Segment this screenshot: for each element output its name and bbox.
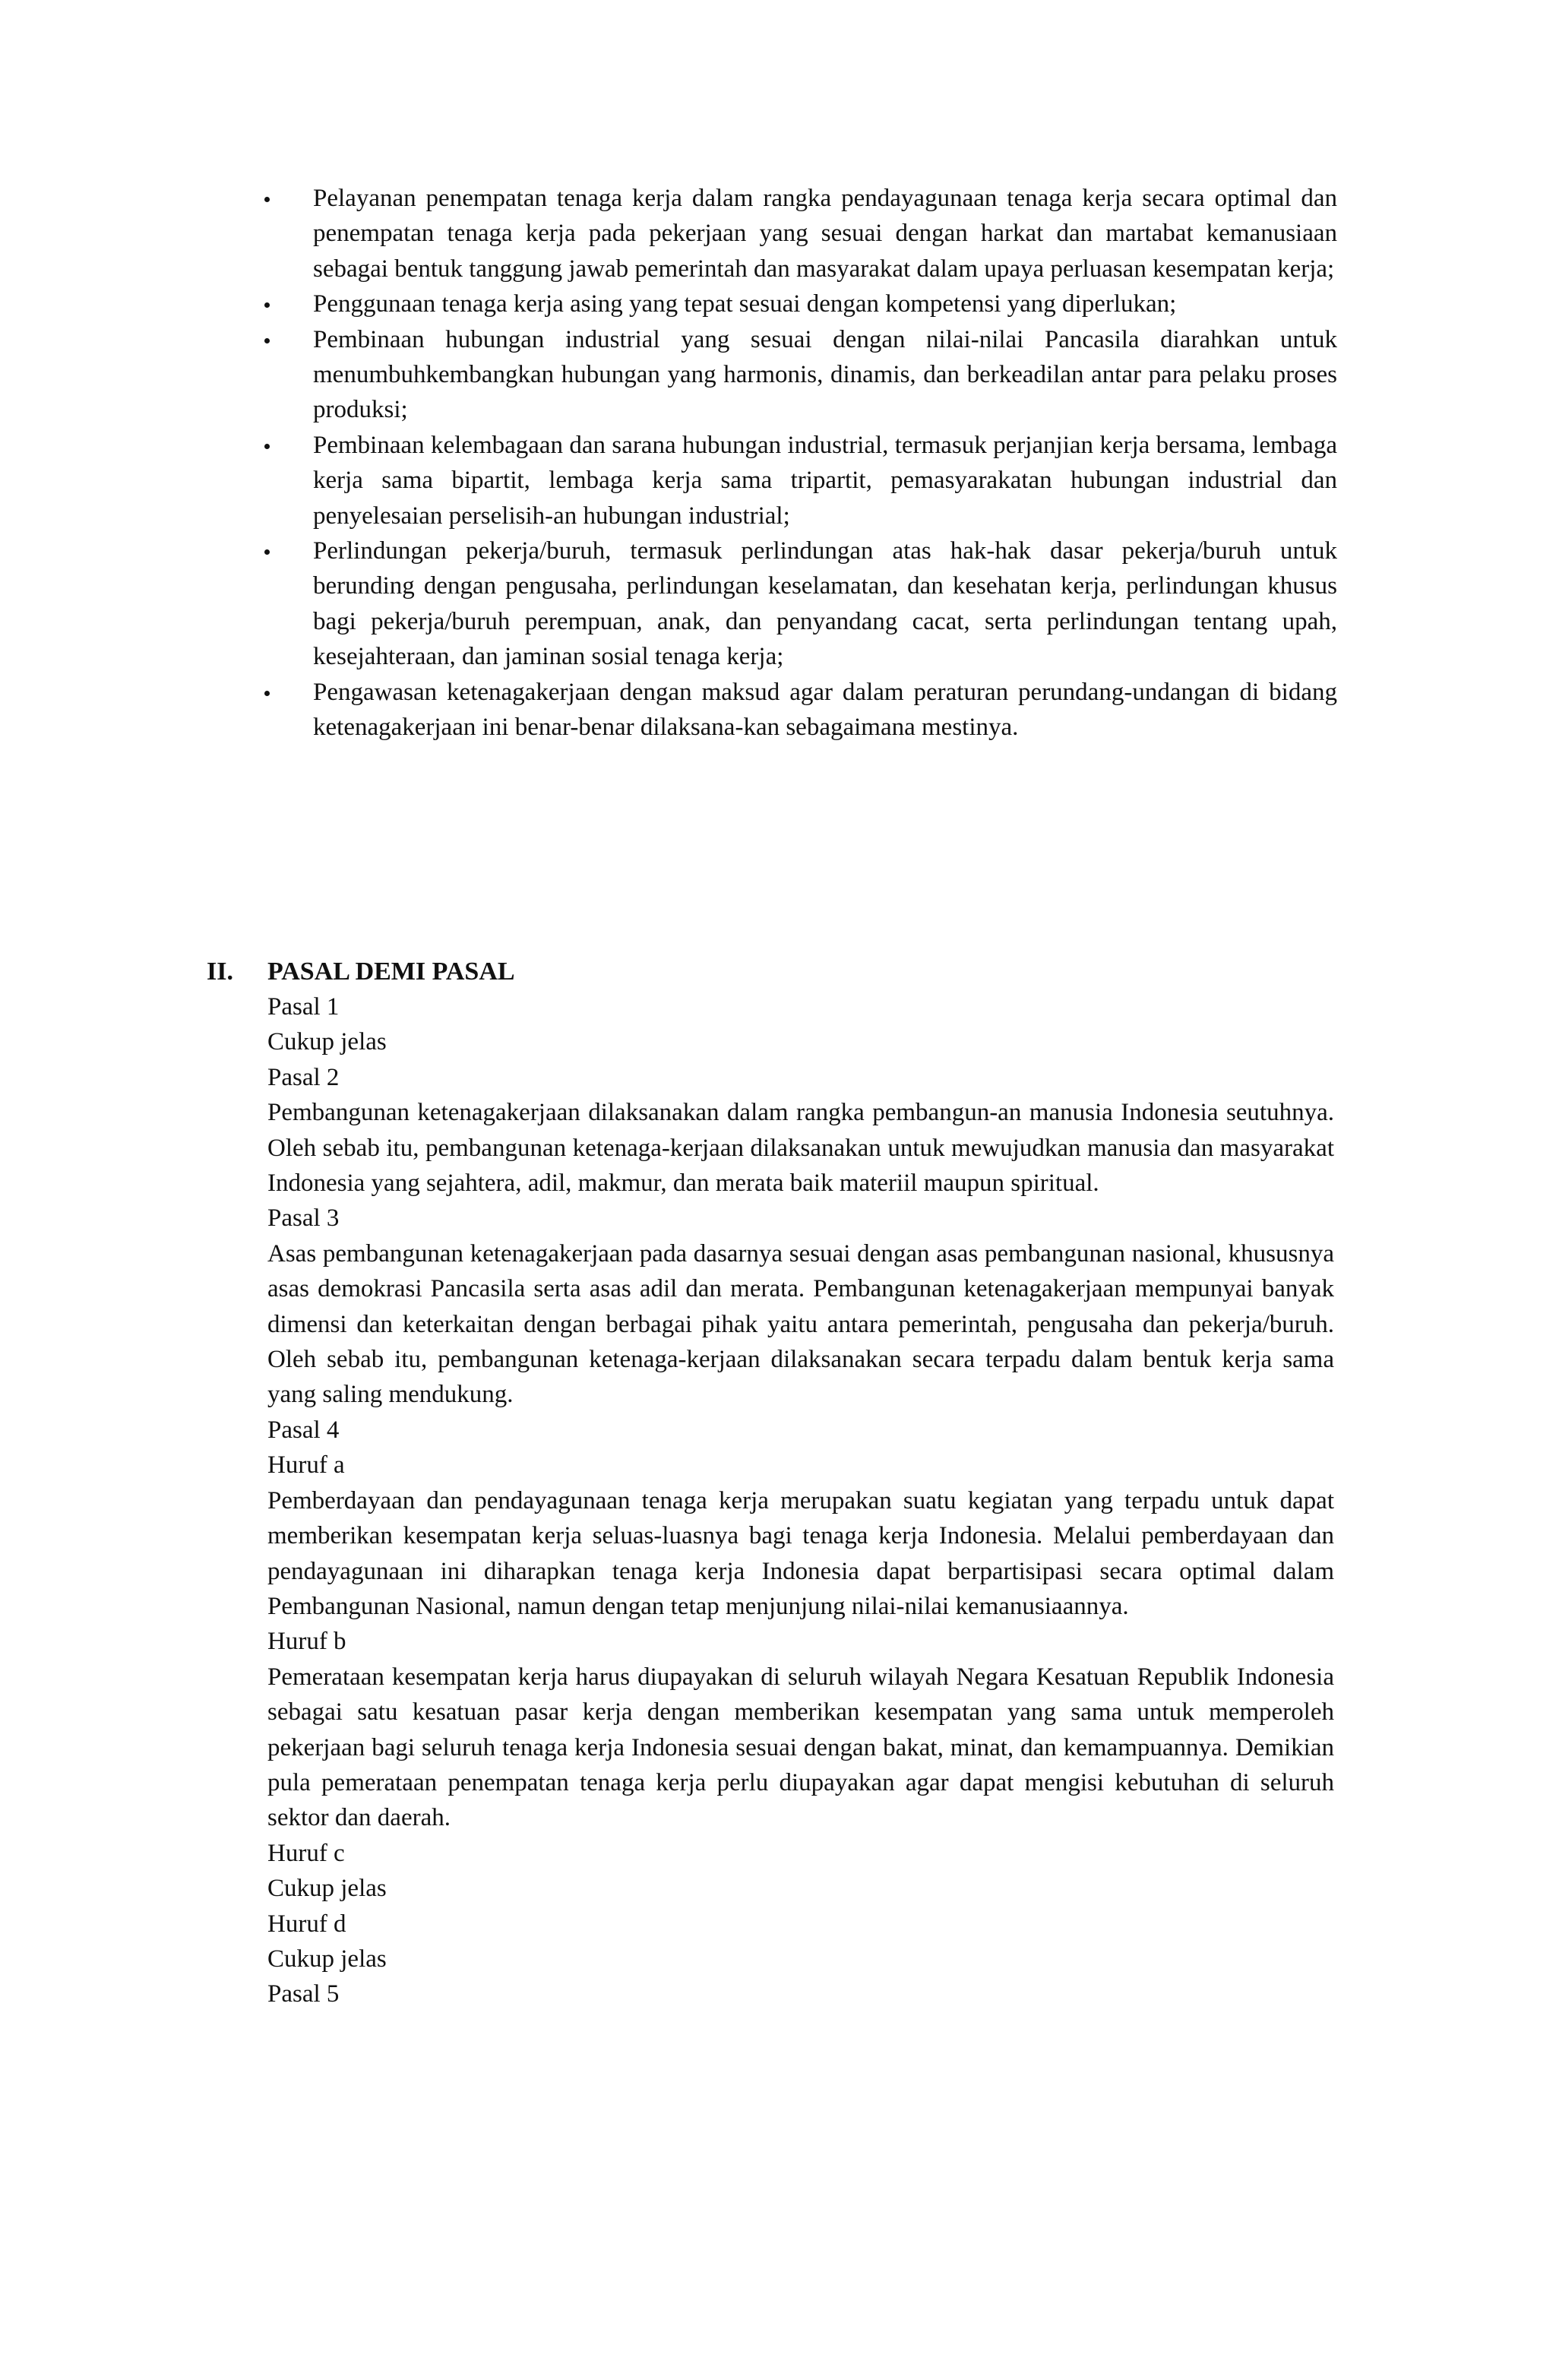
- pasal-3-heading: Pasal 3: [267, 1204, 340, 1233]
- section-title: PASAL DEMI PASAL: [267, 957, 515, 986]
- bullet-text: Penggunaan tenaga kerja asing yang tepat sesuai dengan kompetensi yang diperlukan;: [313, 290, 1177, 318]
- bullet-icon: [264, 197, 270, 202]
- pasal-1-text: Cukup jelas: [267, 1028, 387, 1056]
- pasal-4-heading: Pasal 4: [267, 1416, 340, 1444]
- pasal-2-text: Pembangunan ketenagakerjaan dilaksanakan dalam rangka pembangun-an manusia Indonesia seutuhnya. Oleh sebab itu, pembangunan ketenaga-kerjaan dilaksanakan untuk mewujudkan manusia dan masyarakat Indonesia yang sejahtera, adil, makmur, dan merata baik materiil maupun spiritual.: [267, 1099, 1334, 1198]
- section-number: II.: [207, 957, 233, 986]
- huruf-d-heading: Huruf d: [267, 1910, 346, 1938]
- bullet-text: Pengawasan ketenagakerjaan dengan maksud agar dalam peraturan perundang-undangan di bidang ketenagakerjaan ini benar-benar dilaksana-kan sebagaimana mestinya.: [313, 678, 1337, 742]
- bullet-item: [261, 322, 1337, 428]
- pasal-1-heading: Pasal 1: [267, 993, 340, 1021]
- bullet-list: [261, 181, 1337, 745]
- bullet-icon: [264, 338, 270, 343]
- bullet-item: [261, 286, 1337, 321]
- bullet-item: [261, 181, 1337, 286]
- bullet-text: Pembinaan hubungan industrial yang sesuai dengan nilai-nilai Pancasila diarahkan untuk menumbuhkembangkan hubungan yang harmonis, dinamis, dan berkeadilan antar para pelaku proses produksi;: [313, 325, 1337, 424]
- bullet-item: [261, 675, 1337, 745]
- pasal-5-heading: Pasal 5: [267, 1980, 340, 2008]
- bullet-icon: [264, 691, 270, 696]
- bullet-icon: [264, 302, 270, 308]
- huruf-d-text: Cukup jelas: [267, 1945, 387, 1973]
- bullet-text: Pelayanan penempatan tenaga kerja dalam rangka pendayagunaan tenaga kerja secara optimal dan penempatan tenaga kerja pada pekerjaan yang sesuai dengan harkat dan martabat kemanusiaan sebagai bentuk tanggung jawab pemerintah dan masyarakat dalam upaya perluasan kesempatan kerja;: [313, 185, 1337, 283]
- huruf-a-heading: Huruf a: [267, 1451, 345, 1480]
- huruf-c-text: Cukup jelas: [267, 1875, 387, 1903]
- bullet-item: [261, 428, 1337, 533]
- bullet-item: [261, 533, 1337, 675]
- huruf-b-heading: Huruf b: [267, 1628, 346, 1656]
- huruf-c-heading: Huruf c: [267, 1839, 345, 1867]
- section-heading: [207, 954, 515, 989]
- pasal-3-text: Asas pembangunan ketenagakerjaan pada dasarnya sesuai dengan asas pembangunan nasional, khususnya asas demokrasi Pancasila serta asas adil dan merata. Pembangunan ketenagakerjaan mempunyai banyak dimensi dan keterkaitan dengan berbagai pihak yaitu antara pemerintah, pengusaha dan pekerja/buruh. Oleh sebab itu, pembangunan ketenaga-kerjaan dilaksanakan secara terpadu dalam bentuk kerja sama yang saling mendukung.: [267, 1239, 1334, 1409]
- pasal-2-heading: Pasal 2: [267, 1063, 340, 1091]
- huruf-a-text: Pemberdayaan dan pendayagunaan tenaga kerja merupakan suatu kegiatan yang terpadu untuk dapat memberikan kesempatan kerja seluas-luasnya bagi tenaga kerja Indonesia. Melalui pemberdayaan dan pendayagunaan ini diharapkan tenaga kerja Indonesia dapat berpartisipasi secara optimal dalam Pembangunan Nasional, namun dengan tetap menjunjung nilai-nilai kemanusiaannya.: [267, 1486, 1334, 1620]
- huruf-b-text: Pemerataan kesempatan kerja harus diupayakan di seluruh wilayah Negara Kesatuan Republik Indonesia sebagai satu kesatuan pasar kerja dengan memberikan kesempatan yang sama untuk memperoleh pekerjaan bagi seluruh tenaga kerja Indonesia sesuai dengan bakat, minat, dan kemampuannya. Demikian pula pemerataan penempatan tenaga kerja perlu diupayakan agar dapat mengisi kebutuhan di seluruh sektor dan daerah.: [267, 1663, 1334, 1832]
- bullet-text: Pembinaan kelembagaan dan sarana hubungan industrial, termasuk perjanjian kerja bersama, lembaga kerja sama bipartit, lembaga kerja sama tripartit, pemasyarakatan hubungan industrial dan penyelesaian perselisih-an hubungan industrial;: [313, 431, 1337, 530]
- bullet-text: Perlindungan pekerja/buruh, termasuk perlindungan atas hak-hak dasar pekerja/buruh untuk berunding dengan pengusaha, perlindungan keselamatan, dan kesehatan kerja, perlindungan khusus bagi pekerja/buruh perempuan, anak, dan penyandang cacat, serta perlindungan tentang upah, kesejahteraan, dan jaminan sosial tenaga kerja;: [313, 537, 1337, 671]
- bullet-icon: [264, 549, 270, 555]
- bullet-icon: [264, 444, 270, 449]
- section-body: [267, 989, 1334, 2012]
